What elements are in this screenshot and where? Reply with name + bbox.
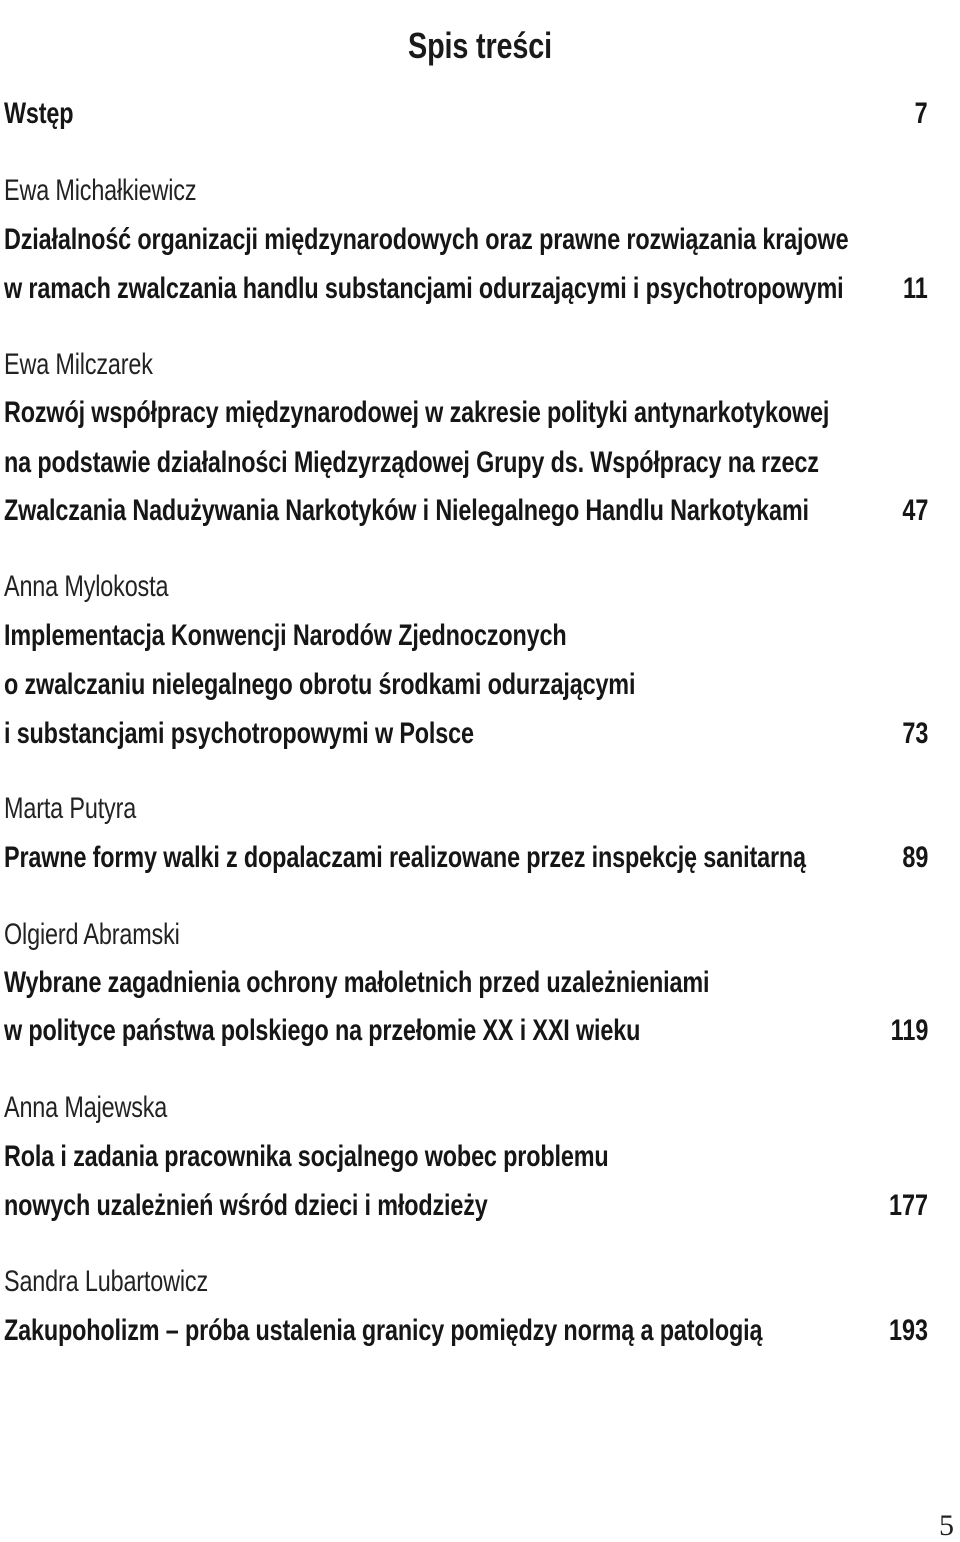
toc-entry-title-line: Zwalczania Nadużywania Narkotyków i Nielegalnego Handlu Narkotykami	[4, 494, 809, 527]
toc-entry-page-number: 119	[890, 1014, 928, 1047]
toc-entry-title-line: Działalność organizacji międzynarodowych oraz prawne rozwiązania krajowe	[4, 223, 849, 256]
toc-entry-title-line: Wybrane zagadnienia ochrony małoletnich przed uzależnieniami	[4, 966, 710, 999]
page-title: Spis treści	[408, 25, 552, 67]
toc-entry-title-line: Rozwój współpracy międzynarodowej w zakresie polityki antynarkotykowej	[4, 396, 830, 429]
toc-entry-author: Ewa Michałkiewicz	[4, 174, 197, 207]
toc-entry-title-line: Zakupoholizm – próba ustalenia granicy pomiędzy normą a patologią	[4, 1314, 763, 1347]
toc-intro-page-number: 7	[914, 97, 928, 130]
toc-entry-author: Anna Mylokosta	[4, 570, 169, 603]
toc-entry-title-line: w polityce państwa polskiego na przełomie XX i XXI wieku	[4, 1014, 641, 1047]
toc-entry-page-number: 193	[888, 1314, 928, 1347]
toc-entry-title-line: nowych uzależnień wśród dzieci i młodzieży	[4, 1189, 488, 1222]
toc-entry-page-number: 73	[901, 717, 928, 750]
toc-entry-title-line: Prawne formy walki z dopalaczami realizowane przez inspekcję sanitarną	[4, 841, 806, 874]
toc-entry-title-line: Implementacja Konwencji Narodów Zjednoczonych	[4, 619, 567, 652]
toc-entry-page-number: 47	[901, 494, 928, 527]
toc-entry-title-line: na podstawie działalności Międzyrządowej Grupy ds. Współpracy na rzecz	[4, 446, 819, 479]
toc-entry-author: Anna Majewska	[4, 1091, 168, 1124]
toc-entry-page-number: 11	[903, 272, 928, 305]
toc-entry-author: Marta Putyra	[4, 792, 137, 825]
toc-entry-title-line: w ramach zwalczania handlu substancjami odurzającymi i psychotropowymi	[4, 272, 844, 305]
toc-entry-author: Ewa Milczarek	[4, 348, 153, 381]
toc-entry-title-line: o zwalczaniu nielegalnego obrotu środkami odurzającymi	[4, 668, 636, 701]
toc-entry-page-number: 89	[901, 841, 928, 874]
toc-intro-title: Wstęp	[4, 97, 74, 130]
toc-entry-title-line: Rola i zadania pracownika socjalnego wobec problemu	[4, 1140, 609, 1173]
toc-entry-author: Olgierd Abramski	[4, 918, 180, 951]
toc-entry-title-line: i substancjami psychotropowymi w Polsce	[4, 717, 474, 750]
toc-entry-author: Sandra Lubartowicz	[4, 1265, 209, 1298]
page-folio: 5	[939, 1509, 954, 1542]
toc-entry-page-number: 177	[888, 1189, 928, 1222]
